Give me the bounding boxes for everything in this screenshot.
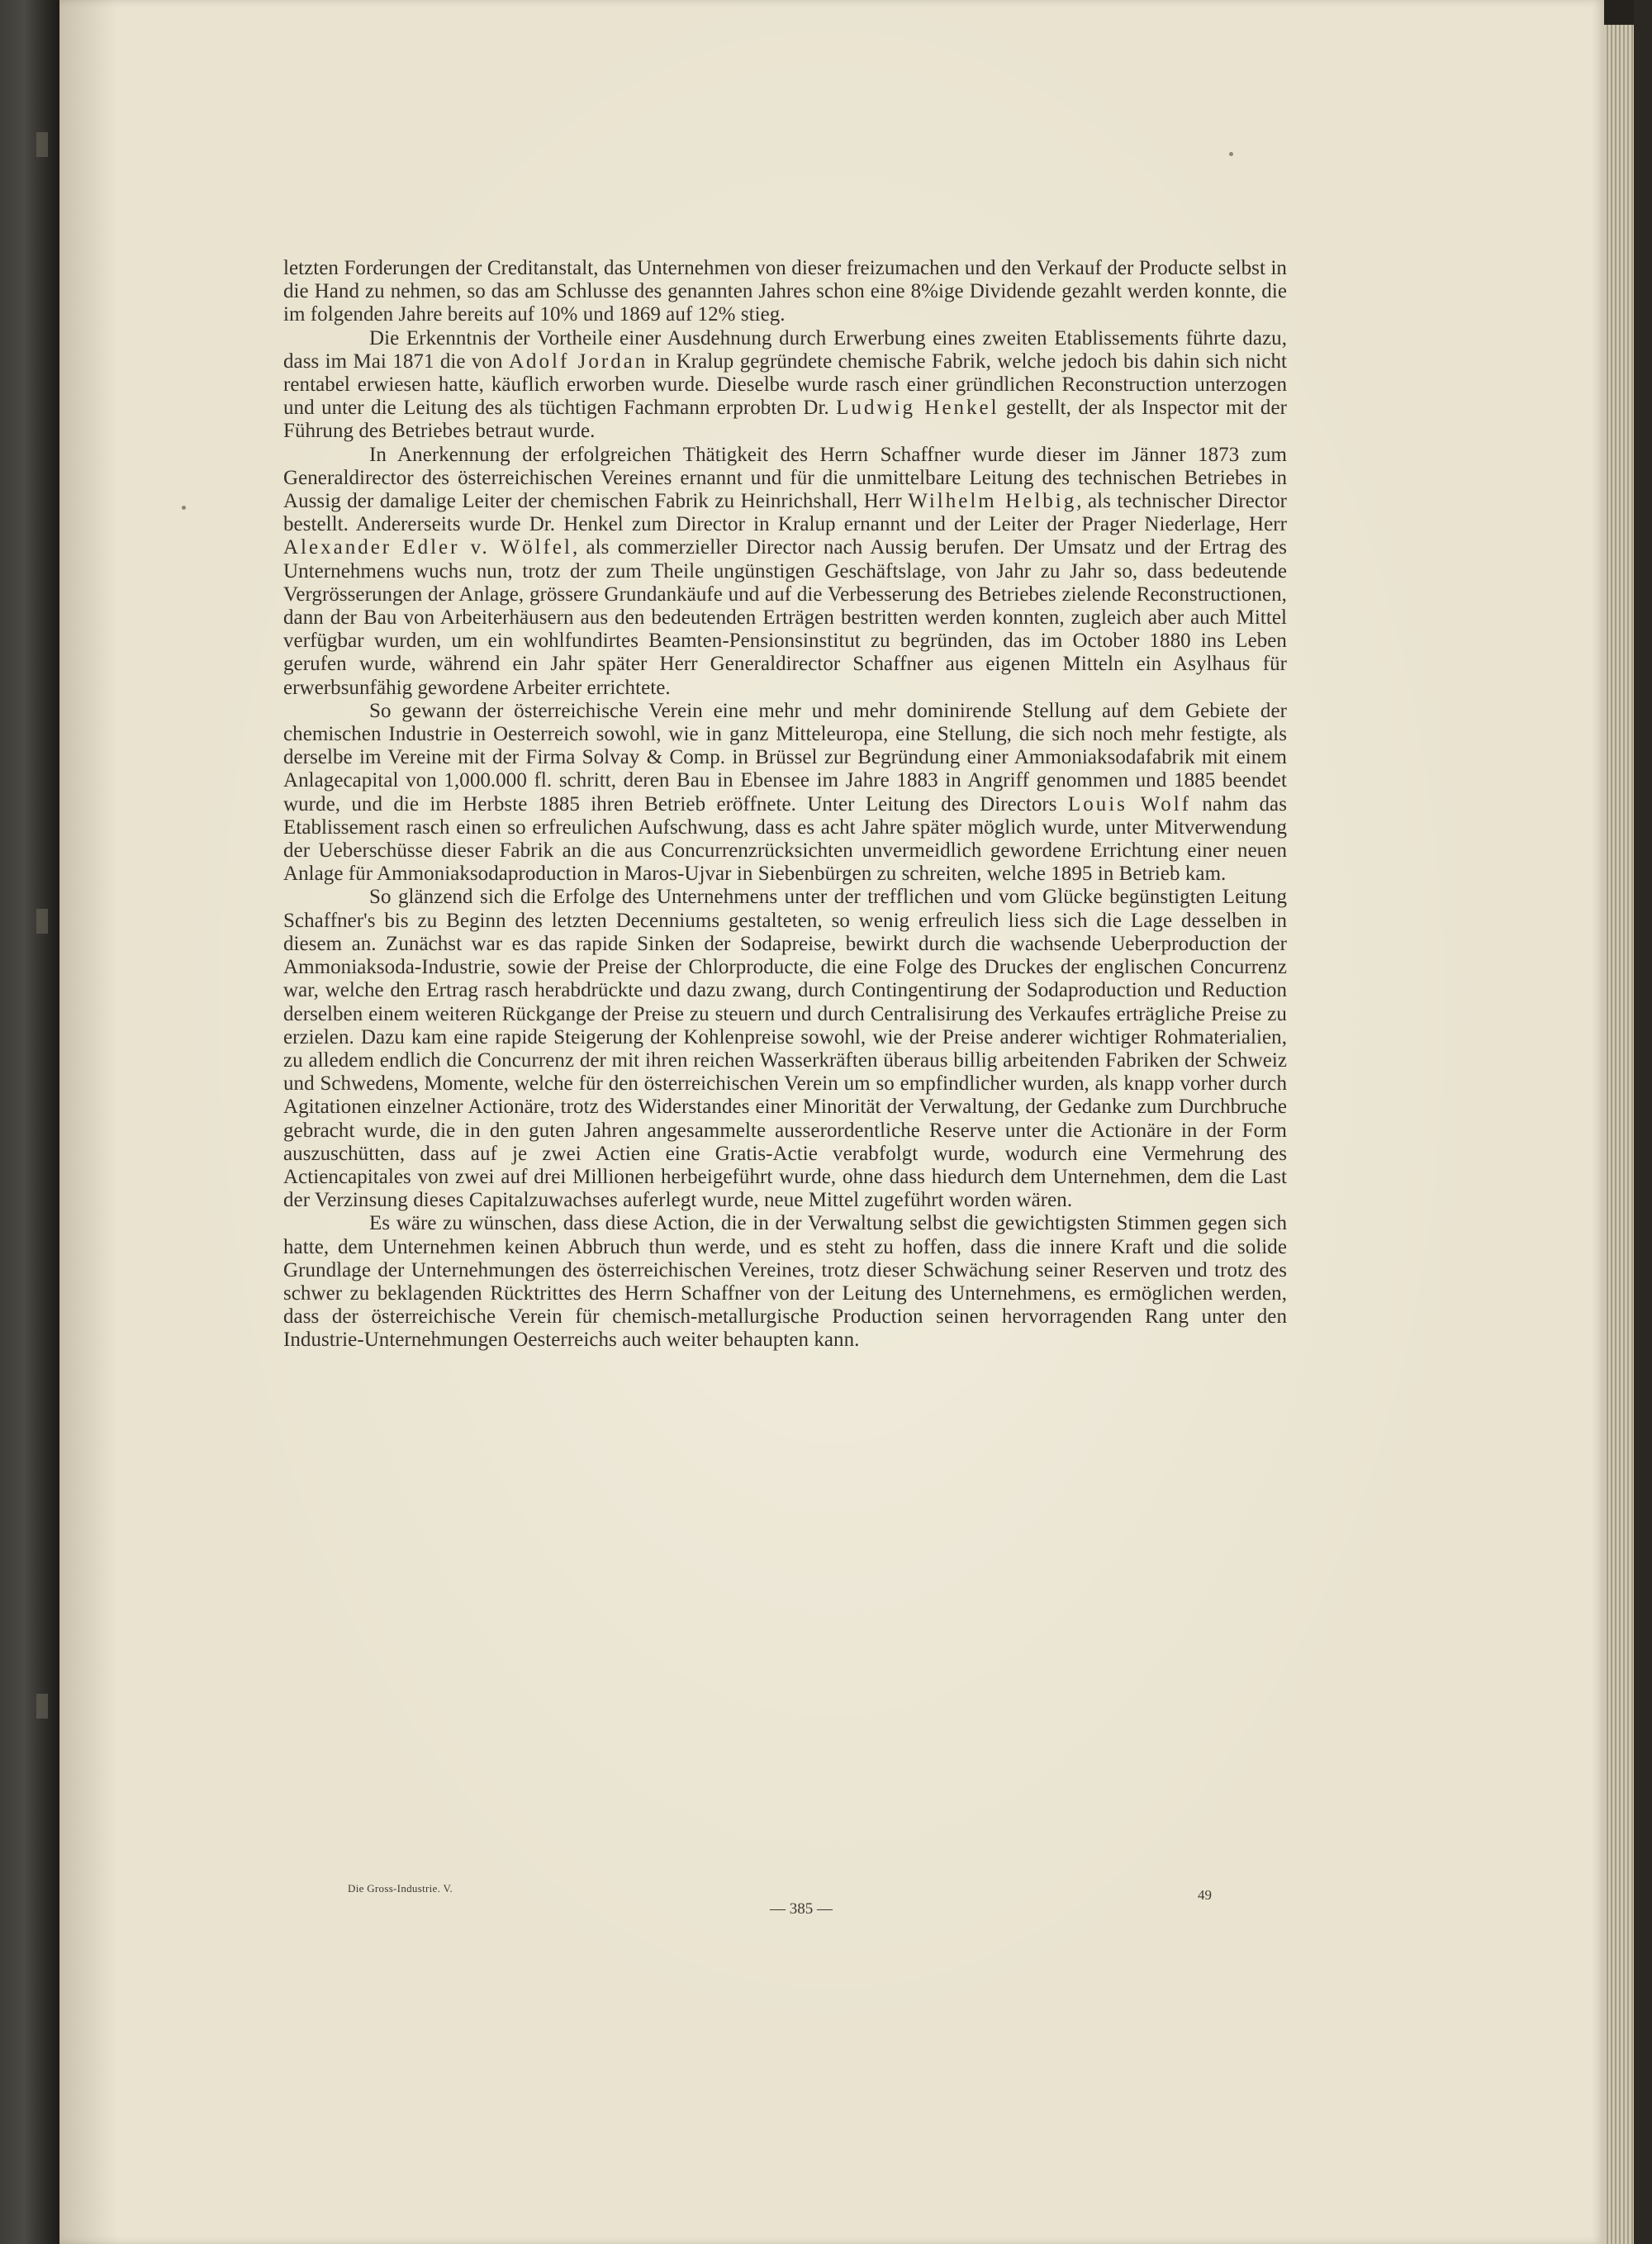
text-run: So glänzend sich die Erfolge des Unternehmens unter der trefflichen und vom Glücke begünstigten Leitung Schaffner's bis zu Beginn des letzten Decenniums gestalteten, so wenig erfreulich liess sich die Lage desselben in diesem an. Zunächst war es das rapide Sinken der Sodapreise, bewirkt durch die wachsende Ueberproduction der Ammoniaksoda-Industrie, sowie der Preise der Chlorproducte, die eine Folge des Druckes der englischen Concurrenz war, welche den Ertrag rasch herabdrückte und dazu zwang, durch Contingentirung der Sodaproduction und Reduction derselben einem weiteren Rückgange der Preise zu steuern und durch Centralisirung des Verkaufes erträgliche Preise zu erzielen. Dazu kam eine rapide Steigerung der Kohlenpreise sowohl, wie der Preise anderer wichtiger Rohmaterialien, zu alledem endlich die Concurrenz der mit ihren reichen Wasserkräften überaus billig arbeitenden Fabriken der Schweiz und Schwedens, Momente, welche für den österreichischen Verein um so empfindlicher wurden, als knapp vorher durch Agitationen einzelner Actionäre, trotz des Widerstandes einer Minorität der Verwaltung, der Gedanke zum Durchbruche gebracht wurde, die in den guten Jahren angesammelte ausserordentliche Reserve unter die Actionäre in der Form auszuschütten, dass auf je zwei Actien eine Gratis-Actie verabfolgt wurde, wodurch eine Vermehrung des Actiencapitales von zwei auf drei Millionen herbeigeführt wurde, ohne dass hiedurch dem Unternehmen, dem die Last der Verzinsung dieses Capitalzuwachses auferlegt wurde, neue Mittel zugeführt worden wären.: [283, 886, 1287, 1212]
text-run: letzten Forderungen der Creditanstalt, das Unternehmen von dieser freizumachen und den Verkauf der Producte selbst in die Hand zu nehmen, so das am Schlusse des genannten Jahres schon eine 8%ige Dividende gezahlt werden konnte, die im folgenden Jahre bereits auf 10% und 1869 auf 12% stieg.: [283, 257, 1287, 326]
text-run: Die Erkenntnis der Vortheile einer Ausdehnung durch Erwerbung eines zweiten Etablissements führte dazu, dass im Mai 1871 die von: [283, 326, 1287, 373]
paragraph: [283, 327, 1287, 444]
text-run: nahm das Etablissement rasch einen so erfreulichen Aufschwung, dass es acht Jahre später möglich wurde, unter Mitverwendung der Ueberschüsse dieser Fabrik an die aus Concurrenzrücksichten unvermeidlich gewordene Errichtung einer neuen Anlage für Ammoniaksodaproduction in Maros-Ujvar in Siebenbürgen zu schreiten, welche 1895 in Betrieb kam.: [283, 792, 1287, 886]
book-binding: [0, 0, 59, 2244]
paper-speck: [1229, 152, 1233, 156]
binding-wear: [36, 909, 48, 934]
series-title: Die Gross-Industrie. V.: [348, 1882, 453, 1895]
paragraph: [283, 257, 1287, 327]
paper-speck: [182, 506, 186, 510]
text-run: So gewann der österreichische Verein eine mehr und mehr dominirende Stellung auf dem Gebiete der chemischen Industrie in Oesterreich sowohl, wie in ganz Mitteleuropa, eine Stellung, die sich noch mehr festigte, als derselbe im Vereine mit der Firma Solvay & Comp. in Brüssel zur Begründung einer Ammoniaksodafabrik mit einem Anlagecapital von 1,000.000 fl. schritt, deren Bau in Ebensee im Jahre 1883 in Angriff genommen und 1885 beendet wurde, und die im Herbste 1885 ihren Betrieb eröffnete. Unter Leitung des Directors: [283, 699, 1287, 815]
person-name: Ludwig Henkel: [836, 397, 999, 420]
binding-wear: [36, 1694, 48, 1719]
signature-mark: 49: [1198, 1887, 1212, 1903]
page-number: — 385 —: [770, 1900, 833, 1918]
text-run: Es wäre zu wünschen, dass diese Action, die in der Verwaltung selbst die gewichtigsten Stimmen gegen sich hatte, dem Unternehmen keinen Abbruch thun werde, und es steht zu hoffen, dass die innere Kraft und die solide Grundlage der Unternehmungen des österreichischen Vereines, trotz dieser Schwächung seiner Reserven und trotz des schwer zu beklagenden Rücktrittes des Herrn Schaffner von der Leitung des Unternehmens, es ermöglichen werden, dass der österreichische Verein für chemisch-metallurgische Production seinen hervorragenden Rang unter den Industrie-Unternehmungen Oesterreichs auch weiter behaupten kann.: [283, 1212, 1287, 1352]
paragraph: [283, 886, 1287, 1212]
paragraph: [283, 700, 1287, 887]
person-name: Louis Wolf: [1067, 792, 1192, 815]
text-run: , als technischer Director bestellt. Andererseits wurde Dr. Henkel zum Director in Kralup ernannt und der Leiter der Prager Niederlage, Herr: [283, 490, 1287, 536]
body-text: [283, 257, 1287, 1353]
paragraph: [283, 444, 1287, 700]
paragraph: [283, 1212, 1287, 1352]
person-name: Alexander Edler v. Wölfel: [283, 536, 572, 559]
person-name: Adolf Jordan: [509, 349, 648, 373]
binding-wear: [36, 132, 48, 157]
text-run: gestellt, der als Inspector mit der Führung des Betriebes betraut wurde.: [283, 397, 1287, 443]
text-run: in Kralup gegründete chemische Fabrik, welche jedoch bis dahin sich nicht rentabel erwiesen hatte, käuflich erworben wurde. Dieselbe wurde rasch einer gründlichen Reconstruction unterzogen und unter die Leitung des als tüchtigen Fachmann erprobten Dr.: [283, 349, 1287, 420]
text-run: In Anerkennung der erfolgreichen Thätigkeit des Herrn Schaffner wurde dieser im Jänner 1873 zum Generaldirector des österreichischen Vereines ernannt und für die unmittelbare Leitung des technischen Betriebes in Aussig der damalige Leiter der chemischen Fabrik zu Heinrichshall, Herr: [283, 443, 1287, 513]
page-edges: [1604, 25, 1634, 2244]
text-run: , als commerzieller Director nach Aussig berufen. Der Umsatz und der Ertrag des Unternehmens wuchs nun, trotz der zum Theile ungünstigen Geschäftslage, von Jahr zu Jahr so, dass bedeutende Vergrösserungen der Anlage, grössere Grundankäufe und auf die Verbesserung des Betriebes zielende Reconstructionen, dann der Bau von Arbeiterhäusern aus den bedeutenden Erträgen bestritten werden konnten, zugleich aber auch Mittel verfügbar wurden, um ein wohlfundirtes Beamten-Pensionsinstitut zu begründen, das im October 1880 ins Leben gerufen wurde, während ein Jahr später Herr Generaldirector Schaffner aus eigenen Mitteln ein Asylhaus für erwerbsunfähig gewordene Arbeiter errichtete.: [283, 536, 1287, 699]
person-name: Wilhelm Helbig: [908, 490, 1077, 513]
book-cover-edge: [1634, 0, 1652, 2244]
